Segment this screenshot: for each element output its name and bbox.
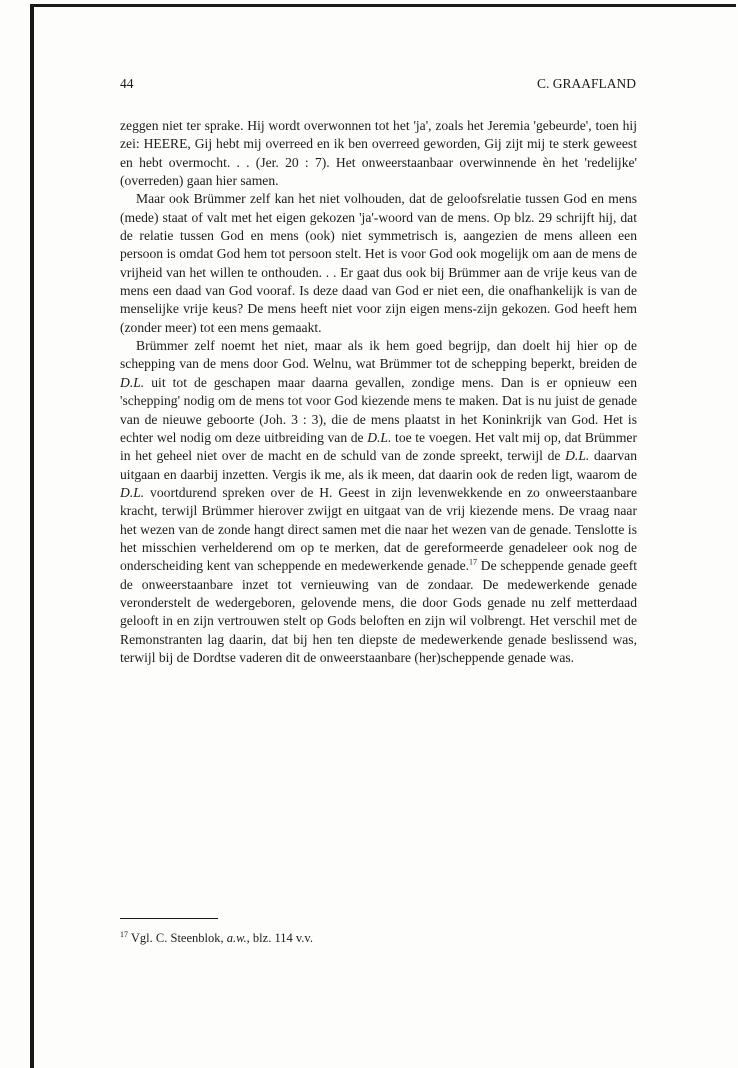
body-text — [120, 117, 637, 667]
scan-edge-left — [30, 4, 34, 1068]
paragraph-3-part-d: daarvan uitgaan en daarbij inzetten. Vergis ik me, als ik meen, dat daarin ook de reden ligt, waarom de — [120, 448, 637, 482]
paragraph-1: zeggen niet ter sprake. Hij wordt overwonnen tot het 'ja', zoals het Jeremia 'gebeurde', toen hij zei: HEERE, Gij hebt mij overreed en ik ben overreed geworden, Gij zijt mij te sterk geweest en hebt overmocht. . . (Jer. 20 : 7). Het onweerstaanbaar overwinnende èn het 'redelijke' (overreden) gaan hier samen. — [120, 118, 637, 189]
footnote-text-b: , blz. 114 v.v. — [246, 931, 313, 945]
footnote-marker: 17 — [120, 929, 128, 939]
paragraph-3-part-a: Brümmer zelf noemt het niet, maar als ik hem goed begrijp, dan doelt hij hier op de schepping van de mens door God. Welnu, wat Brümmer tot de schepping beperkt, breiden de — [120, 338, 637, 372]
paragraph-3-part-f: De scheppende genade geeft de onweerstaanbare inzet tot vernieuwing van de zondaar. De medewerkende genade veronderstelt de wedergeboren, gelovende mens, die door Gods genade nu zelf metterdaad gelooft in en zijn vertrouwen stelt op Gods beloften en zijn wil volbrengt. Het verschil met de Remonstranten lag daarin, dat bij hen ten diepste de medewerkende genade beslissend was, terwijl bij de Dordtse vaderen dit de onweerstaanbare (her)scheppende genade was. — [120, 558, 638, 665]
page-number: 44 — [120, 76, 134, 91]
running-head-author: C. GRAAFLAND — [536, 76, 636, 91]
footnote — [120, 931, 636, 946]
paragraph-2: Maar ook Brümmer zelf kan het niet volhouden, dat de geloofsrelatie tussen God en mens (mede) staat of valt met het eigen gekozen 'ja'-woord van de mens. Op blz. 29 schrijft hij, dat de relatie tussen God en mens (ook) niet symmetrisch is, aangezien de mens alleen een persoon is omdat God hem tot persoon stelt. Het is voor God ook mogelijk om aan de mens de vrijheid van het willen te onthouden. . . Er gaat dus ook bij Brümmer aan de vrije keus van de mens een daad van God vooraf. Is deze daad van God er niet een, die onafhankelijk is van de menselijke vrije keus? De mens heeft niet voor zijn eigen mens-zijn gekozen. God heeft hem (zonder meer) tot een mens gemaakt. — [120, 191, 637, 335]
footnote-reference[interactable]: 17 — [469, 557, 478, 567]
paragraph-3-part-c: toe te voegen. Het valt mij op, dat Brümmer in het geheel niet over de macht en de schuld van de zonde spreekt, terwijl de — [120, 429, 637, 464]
paragraph-3-part-e: voortdurend spreken over de H. Geest in zijn levenwekkende en zo onweerstaanbare kracht, terwijl Brümmer hierover zwijgt en uitgaat van de vrij kiezende mens. De vraag naar het wezen van de zonde hangt direct samen met die naar het wezen van de genade. Tenslotte is het misschien verhelderend om op te merken, dat de gereformeerde genadeleer ook nog de onderscheiding kent van scheppende en medewerkende genade. — [120, 484, 637, 574]
paragraph-3-part-b: uit tot de geschapen maar daarna gevallen, zondige mens. Dan is er opnieuw een 'schepping' nodig om de mens tot voor God kiezende mens te maken. Dat is nu juist de genade van de nieuwe geboorte (Joh. 3 : 3), die de mens plaatst in het Koninkrijk van God. Het is echter wel nodig om deze uitbreiding van de — [120, 374, 637, 445]
footnote-divider — [120, 918, 218, 919]
abbr-dl: D.L. — [120, 374, 145, 390]
footnote-text-italic: a.w. — [226, 931, 247, 945]
paragraph-3 — [120, 337, 637, 667]
abbr-dl: D.L. — [565, 448, 590, 464]
footnote-text-a: Vgl. C. Steenblok, — [130, 931, 227, 945]
abbr-dl: D.L. — [120, 484, 145, 500]
running-header — [120, 76, 636, 92]
scan-edge-top — [30, 4, 736, 7]
abbr-dl: D.L. — [367, 429, 392, 445]
